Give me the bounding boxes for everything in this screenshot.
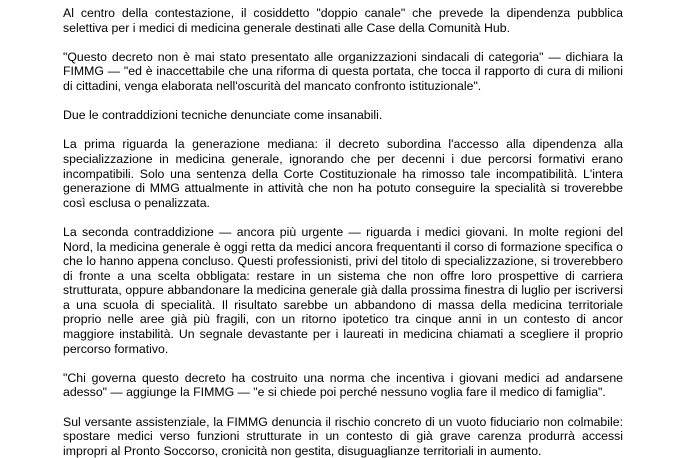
document-page bbox=[63, 0, 623, 458]
paragraph-fimmg-quote-decreto: "Questo decreto non è mai stato presentato alle organizzazioni sindacali di categoria" — dichiara la FIMMG — "ed è inaccettabile che una riforma di questa portata, che tocca il rapporto di cura di milioni di cittadini, venga elaborata nell'oscurità del mancato confronto istituzionale". bbox=[63, 49, 623, 93]
paragraph-seconda-contraddizione: La seconda contraddizione — ancora più urgente — riguarda i medici giovani. In molte regioni del Nord, la medicina generale è oggi retta da medici ancora frequentanti il corso di formazione specifica o che lo hanno appena concluso. Questi professionisti, privi del titolo di specializzazione, si troverebbero di fronte a una scelta obbligata: restare in un sistema che non offre loro prospettive di carriera strutturata, oppure abbandonare la medicina generale già dalla prossima finestra di luglio per iscriversi a una scuola di specialità. Il risultato sarebbe un abbandono di massa della medicina territoriale proprio nelle aree già più fragili, con un ritorno ipotetico tra cinque anni in un contesto di ancor maggiore instabilità. Un segnale devastante per i laureati in medicina chiamati a scegliere il proprio percorso formativo. bbox=[63, 224, 623, 356]
paragraph-fimmg-quote-giovani: "Chi governa questo decreto ha costruito una norma che incentiva i giovani medici ad andarsene adesso" — aggiunge la FIMMG — "e si chiede poi perché nessuno voglia fare il medico di famiglia". bbox=[63, 370, 623, 400]
paragraph-prima-contraddizione: La prima riguarda la generazione mediana: il decreto subordina l'accesso alla dipendenza alla specializzazione in medicina generale, ignorando che per decenni i due percorsi formativi erano incompatibili. Solo una sentenza della Corte Costituzionale ha rimosso tale incompatibilità. L'intera generazione di MMG attualmente in attività che non ha potuto conseguire la specialità si troverebbe così esclusa o penalizzata. bbox=[63, 137, 623, 210]
paragraph-contraddizioni-intro: Due le contraddizioni tecniche denunciate come insanabili. bbox=[63, 108, 383, 123]
paragraph-versante-assistenziale: Sul versante assistenziale, la FIMMG denuncia il rischio concreto di un vuoto fiduciario non colmabile: spostare medici verso funzioni strutturate in un contesto di già grave carenza produrrà accessi impropri al Pronto Soccorso, cronicità non gestita, disuguaglianze territoriali in aumento. bbox=[63, 414, 623, 458]
paragraph-doppio-canale: Al centro della contestazione, il cosiddetto "doppio canale" che prevede la dipendenza pubblica selettiva per i medici di medicina generale destinati alle Case della Comunità Hub. bbox=[63, 6, 623, 35]
